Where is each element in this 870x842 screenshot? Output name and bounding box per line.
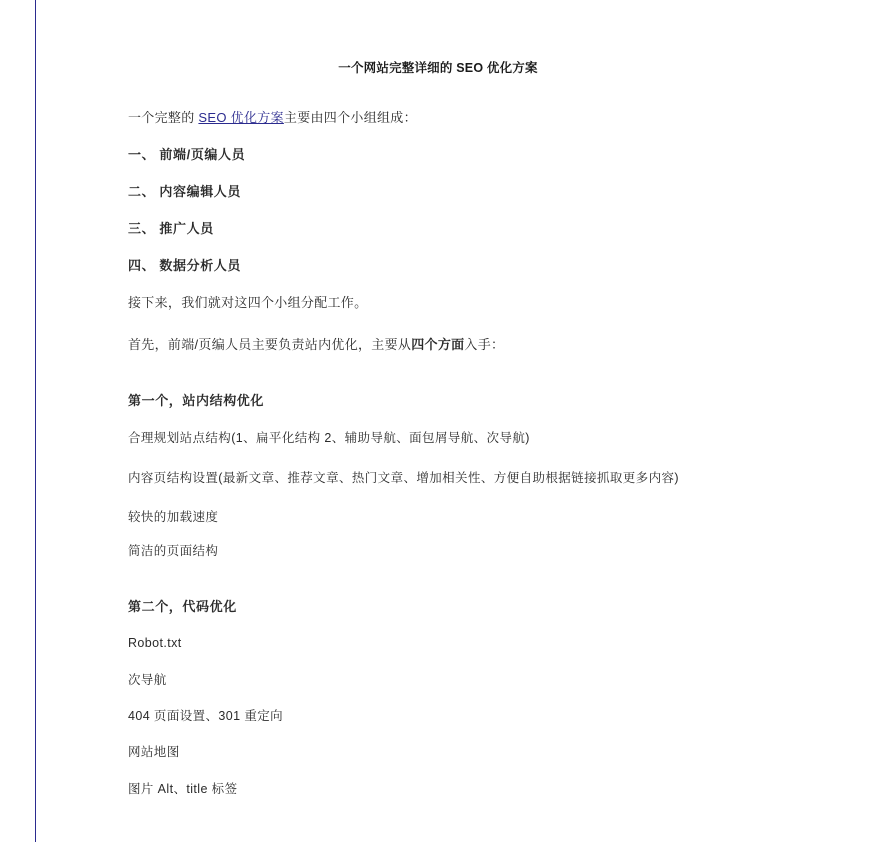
section-2-item-2: 次导航	[128, 672, 167, 687]
section-1-heading: 第一个，站内结构优化	[128, 393, 265, 409]
section-2-heading: 第二个，代码优化	[128, 599, 237, 614]
intro-suffix: 主要由四个小组组成：	[283, 109, 417, 125]
after-groups-paragraph: 接下来，我们就对这四个小组分配工作。	[128, 295, 368, 311]
section-2-item-5: 图片 Alt、title 标签	[128, 781, 238, 796]
section-1-item-1: 合理规划站点结构(1、扁平化结构 2、辅助导航、面包屑导航、次导航)	[128, 430, 530, 445]
frontend-intro-emphasis: 四个方面	[411, 337, 465, 353]
left-margin-rule	[35, 0, 36, 842]
page-title: 一个网站完整详细的 SEO 优化方案	[338, 61, 538, 75]
frontend-intro-suffix: 入手：	[464, 337, 505, 353]
intro-prefix: 一个完整的	[128, 109, 199, 125]
section-1-item-2: 内容页结构设置(最新文章、推荐文章、热门文章、增加相关性、方便自助根据链接抓取更多内容)	[128, 471, 679, 485]
section-2-item-3: 404 页面设置、301 重定向	[128, 708, 284, 723]
group-item-3: 三、 推广人员	[128, 220, 214, 236]
document-body	[128, 60, 748, 816]
section-1-item-3: 较快的加载速度	[128, 510, 219, 525]
frontend-intro-paragraph	[128, 335, 748, 355]
section-2-item-4: 网站地图	[128, 745, 180, 760]
section-1-item-4: 简洁的页面结构	[128, 543, 219, 558]
intro-paragraph	[128, 108, 748, 128]
group-item-4: 四、 数据分析人员	[128, 258, 242, 274]
group-item-2: 二、 内容编辑人员	[128, 183, 242, 199]
section-2-item-1: Robot.txt	[128, 636, 182, 651]
seo-plan-link[interactable]: SEO 优化方案	[198, 109, 284, 125]
frontend-intro-prefix: 首先，前端/页编人员主要负责站内优化，主要从	[128, 337, 412, 353]
group-item-1: 一、 前端/页编人员	[128, 146, 246, 162]
